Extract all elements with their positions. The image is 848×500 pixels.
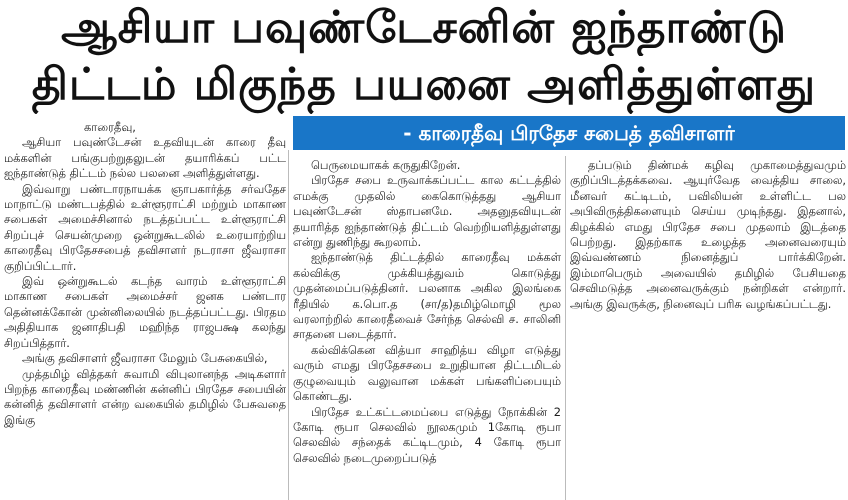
paragraph: இவ் ஒன்றுகூடல் கடந்த வாரம் உள்ளூராட்சி மாகாண சபைகள் அமைச்சர் ஜனக பண்டார தென்னக்கோன் முன்னிலையில் நடத்தப்பட்டது. பிரதம அதிதியாக ஜனாதிபதி மஹிந்த ராஜபக்ஷ கலந்து சிறப்பித்தார். [4, 274, 286, 350]
column-divider [288, 150, 289, 500]
paragraph: ஆசியா பவுண்டேசன் உதவியுடன் காரை தீவு மக்களின் பங்குபற்றுதலுடன் தயாரிக்கப் பட்ட ஐந்தாண்டுத் திட்டம் நல்ல பலனை அளித்துள்ளது. [4, 135, 286, 181]
headline-line-1: ஆசியா பவுண்டேசனின் ஐந்தாண்டு [61, 2, 787, 53]
paragraph: அங்கு தவிசாளர் ஜீவராசா மேலும் பேசுகையில், [22, 351, 268, 366]
headline-line-2: திட்டம் மிகுந்த பயனை அளித்துள்ளது [31, 59, 817, 110]
article-column-1 [4, 120, 286, 500]
dateline: காரைதீவு, [84, 120, 136, 134]
paragraph: ஐந்தாண்டுத் திட்டத்தில் காரைதீவு மக்கள் கல்விக்கு முக்கியத்துவம் கொடுத்து முதன்மைப்படுத்தினர். பலனாக அகில இலங்கை ரீதியில் க.பொ.த (சா/த)தமிழ்மொழி மூல வரலாற்றில் காரைதீவைச் சேர்ந்த செல்வி ச. சாலினி சாதனை படைத்தார். [293, 250, 561, 342]
column-divider [565, 156, 566, 500]
paragraph: முத்தமிழ் வித்தகர் சுவாமி விபுலானந்த அடிகளார் பிறந்த காரைதீவு மண்ணின் கன்னிப் பிரதேச சபையின் கன்னித் தவிசாளர் என்ற வகையில் தமிழில் பேசுவதை இங்கு [4, 366, 286, 427]
paragraph: இவ்வாறு பண்டாரநாயக்க ஞாபகார்த்த சர்வதேச மாநாட்டு மண்டபத்தில் உள்ளூராட்சி மற்றும் மாகாண சபைகள் அமைச்சினால் நடத்தப்பட்ட உள்ளூராட்சி சிறப்புச் செயன்முறை ஒன்றுகூடலில் உரையாற்றிய காரைதீவு பிரதேசசபைத் தவிசாளர் நடராசா ஜீவராசா குறிப்பிட்டார். [4, 181, 286, 273]
paragraph: கல்விக்கென வித்யா சாஹித்ய விழா எடுத்து வரும் எமது பிரதேசசபை உறுதியான திட்டமிடல் குழுவையும் வலுவான மக்கள் பங்களிப்பையும் கொண்டது. [293, 342, 561, 404]
byline-banner: - காரைதீவு பிரதேச சபைத் தவிசாளர் [293, 116, 845, 150]
paragraph: பிரதேச சபை உருவாக்கப்பட்ட கால கட்டத்தில் எமக்கு முதலில் கைகொடுத்தது ஆசியா பவுண்டேசன் ஸ்தாபனமே. அதனுதவியுடன் தயாரித்த ஐந்தாண்டுத் திட்டம் வெற்றியளித்துள்ளது என்று துணிந்து கூறலாம். [293, 173, 561, 250]
paragraph: தப்படும் திண்மக் கழிவு முகாமைத்துவமும் குறிப்பிடத்தக்கவை. ஆயுர்வேத வைத்திய சாலை, மீனவர் கட்டிடம், பவிலியன் உள்ளிட்ட பல அபிவிருத்திகளையும் செய்ய முடிந்தது. இதனால், கிழக்கில் எமது பிரதேச சபை முதலாம் இடத்தை பெற்றது. இதற்காக உழைத்த அனைவரையும் இவ்வண்ணம் நினைத்துப் பார்க்கிறேன். இம்மாபெரும் அவையில் தமிழில் பேசியதை செவிமடுத்த அனைவருக்கும் நன்றிகள் என்றார். அங்கு இவருக்கு, நினைவுப் பரிசு வழங்கப்பட்டது. [570, 158, 846, 311]
article-column-3 [570, 158, 846, 500]
article-column-2 [293, 158, 561, 500]
paragraph: பெருமையாகக் கருதுகிறேன். [311, 158, 461, 172]
paragraph: பிரதேச உட்கட்டமைப்பை எடுத்து நோக்கின் 2 கோடி ரூபா செலவில் நூலகமும் 1கோடி ரூபா செலவில் சந்தைக் கட்டிடமும், 4 கோடி ரூபா செலவில் நடைமுறைப்படுத் [293, 404, 561, 465]
